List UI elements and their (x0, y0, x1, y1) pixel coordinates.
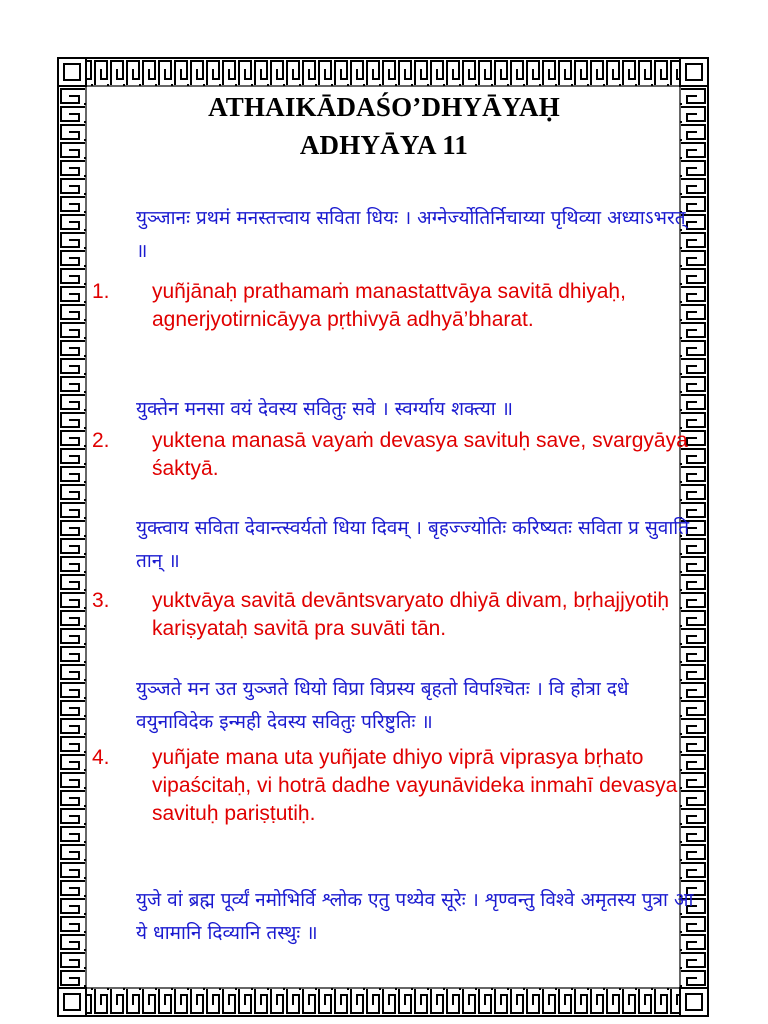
verse-1-number: 1. (92, 280, 110, 303)
verse-5-sanskrit: युजे वां ब्रह्म पूर्व्यं नमोभिर्वि श्लोक एतु पथ्येव सूरेः । शृण्वन्तु विश्वे अमृतस्य पुत्रा आ ये धामानि दिव्यानि तस्थुः ॥ (136, 889, 694, 944)
verse-2-sanskrit: युक्तेन मनसा वयं देवस्य सवितुः सवे । स्वर्ग्याय शक्त्या ॥ (136, 398, 514, 420)
verse-3-sanskrit: युक्त्वाय सविता देवान्त्स्वर्यतो धिया दिवम् । बृहज्ज्योतिः करिष्यतः सविता प्र सुवाति तान् ॥ (136, 517, 690, 572)
verse-4-transliteration: yuñjate mana uta yuñjate dhiyo viprā viprasya bṛhato vipaścitaḥ, vi hotrā dadhe vayunāvideka inmahī devasya savituḥ pariṣṭutiḥ. (152, 746, 678, 825)
verse-2-transliteration: yuktena manasā vayaṁ devasya savituḥ save, svargyāya śaktyā. (152, 429, 688, 480)
chapter-subtitle: ADHYĀYA 11 (299, 130, 469, 160)
verse-4-number: 4. (92, 746, 110, 769)
verse-3-transliteration: yuktvāya savitā devāntsvaryato dhiyā divam, bṛhajjyotiḥ kariṣyataḥ savitā pra suvāti tān. (152, 589, 670, 640)
verse-1-transliteration: yuñjānaḥ prathamaṁ manastattvāya savitā dhiyaḥ, agnerjyotirnicāyya pṛthivyā adhyā’bharat. (152, 280, 626, 331)
verse-3-number: 3. (92, 589, 110, 612)
chapter-title: ATHAIKĀDAŚO’DHYĀYAḤ (208, 92, 560, 122)
verse-4-sanskrit: युञ्जते मन उत युञ्जते धियो विप्रा विप्रस्य बृहतो विपश्चितः । वि होत्रा दधे वयुनाविदेक इन्मही देवस्य सवितुः परिष्टुतिः ॥ (136, 678, 629, 733)
verse-2-number: 2. (92, 429, 110, 452)
verse-1-sanskrit: युञ्जानः प्रथमं मनस्तत्त्वाय सविता धियः । अग्नेर्ज्योतिर्निचाय्या पृथिव्या अध्याऽभरत् ॥ (136, 207, 686, 262)
